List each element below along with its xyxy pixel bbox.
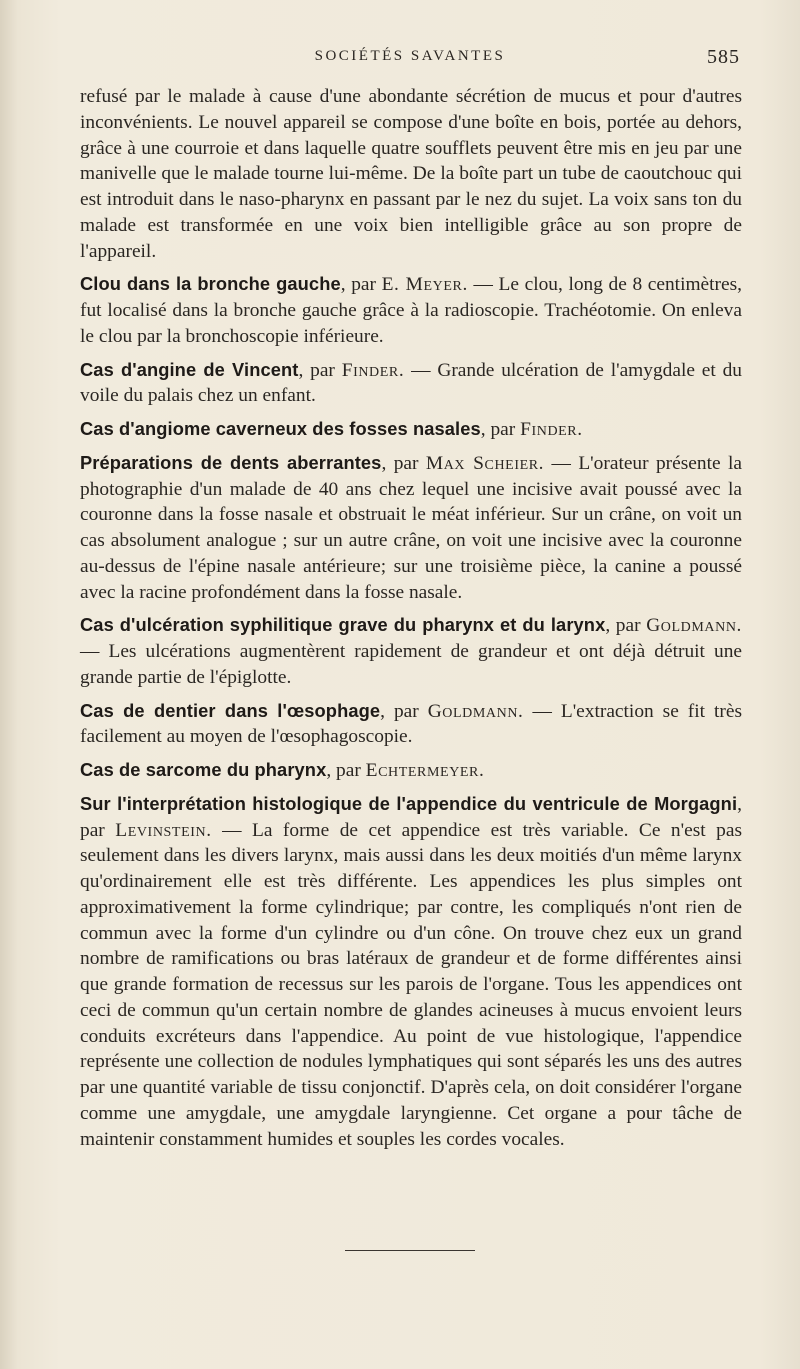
entry-title: Clou dans la bronche gauche [80,273,341,295]
entry-appendice-morgagni [80,791,742,1153]
entry-text: — Les ulcérations augmentèrent rapidement de grandeur et ont déjà détruit une grande partie de l'épiglotte. [80,641,742,688]
entry-title: Cas de sarcome du pharynx [80,759,327,780]
entry-angiome-caverneux [80,416,742,443]
entry-title: Cas de dentier dans l'œsophage [80,699,381,721]
closing-rule [345,1250,475,1251]
article-body [80,84,742,1152]
page-number: 585 [707,46,740,68]
entry-text: — L'orateur présente la photographie d'un malade de 40 ans chez lequel une incisive avait poussé avec la couronne dans la fosse nasale et obstruait le méat inférieur. Sur un crâne, on voit un cas absolument analogue ; sur un autre crâne, on voit une incisive avec la couronne au-dessus de l'épine nasale antérieure; sur une troisième pièce, la canine a poussé avec la racine profondément dans la fosse nasale. [80,452,742,603]
entry-angine-vincent [80,357,742,410]
entry-dents-aberrantes [80,450,742,606]
entry-dentier-oesophage [80,698,742,751]
entry-text: — L'extraction se fit très facilement au moyen de l'œsophagoscopie. [80,700,742,748]
entry-by: , par [340,274,382,296]
entry-by: , par [80,793,742,841]
entry-by: , par [605,615,647,637]
page-header [80,46,740,72]
entry-clou-bronche [80,271,742,349]
entry-text: — La forme de cet appendice est très variable. Ce n'est pas seulement dans les divers larynx, mais aussi dans les deux moitiés d'un même larynx qu'ordinairement elle est très différente. Les appendices les plus simples ont approximativement la forme cylindrique; par contre, les compliqués n'ont rien de commun avec la forme d'un cylindre ou d'un cône. On trouve chez eux un grand nombre de ramifications ou bras latéraux de grandeur et de forme différentes ainsi que grande formation de recessus sur les parois de l'organe. Tous les appendices ont ceci de commun qu'un certain nombre de glandes acineuses à mucus envoient leurs conduits excréteurs dans l'appendice. Au point de vue histologique, l'appendice représente une collection de nodules lymphatiques qui sont séparés les uns des autres par une quantité variable de tissu conjonctif. D'après cela, on doit considérer l'organe comme une amygdale, une amygdale laryngienne. Cet organe a pour tâche de maintenir constamment humides et souples les cordes vocales. [80,819,742,1150]
intro-paragraph: refusé par le malade à cause d'une abondante sécrétion de mucus et pour d'autres inconvénients. Le nouvel appareil se compose d'une boîte en bois, portée au dehors, grâce à une courroie et dans laquelle quatre soufflets peuvent être mis en jeu par une manivelle que le malade tourne lui-même. De la boîte part un tube de caoutchouc qui est introduit dans le naso-pharynx en passant par le nez du sujet. La voix sans ton du malade est transformée en une voix bien intelligible grâce au son propre de l'appareil. [80,86,742,262]
entry-by: , par [326,760,366,781]
entry-text: — Le clou, long de 8 centimètres, fut localisé dans la bronche gauche grâce à la radioscopie. Trachéotomie. On enleva le clou par la bronchoscopie inférieure. [80,274,742,347]
entry-title: Cas d'angiome caverneux des fosses nasales [80,418,481,439]
entry-sarcome-pharynx [80,757,742,784]
entry-by: , par [381,452,426,474]
entry-by: , par [298,359,342,381]
entry-title: Cas d'angine de Vincent [80,358,299,380]
entry-author: Finder. [341,359,405,381]
running-title: SOCIÉTÉS SAVANTES [314,48,506,64]
entry-author: Goldmann. [646,615,742,637]
entry-author: E. Meyer. [381,274,468,296]
entry-title: Préparations de dents aberrantes [80,451,382,473]
entry-author: Finder. [520,419,583,440]
entry-by: , par [480,419,521,440]
entry-author: Goldmann. [427,700,524,722]
entry-by: , par [380,700,428,722]
entry-ulceration-syphilitique [80,612,742,690]
entry-author: Levinstein. [115,819,212,841]
entry-author: Max Scheier. [425,452,545,474]
entry-title: Sur l'interprétation histologique de l'appendice du ventricule de Morgagni [80,792,738,814]
entry-title: Cas d'ulcération syphilitique grave du pharynx et du larynx [80,614,606,636]
entry-author: Echtermeyer. [365,760,485,781]
entry-text: — Grande ulcération de l'amygdale et du voile du palais chez un enfant. [80,359,742,407]
